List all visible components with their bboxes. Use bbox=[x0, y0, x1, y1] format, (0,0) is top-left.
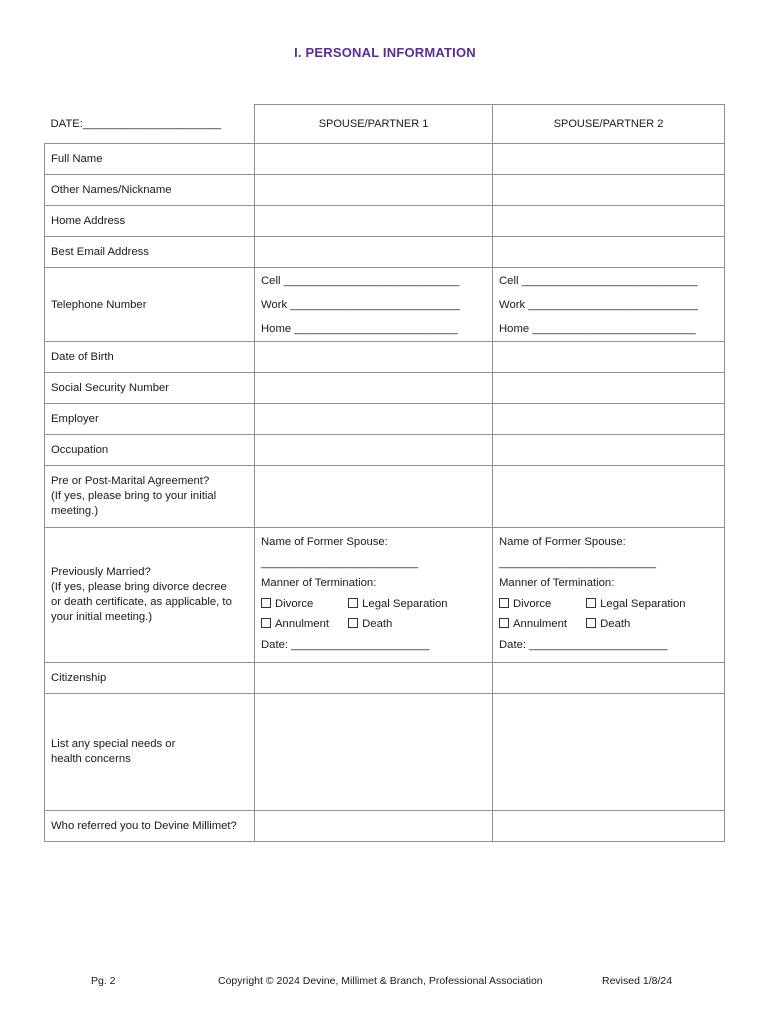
row-label-full-name: Full Name bbox=[45, 144, 255, 175]
telephone-spouse-2-cell bbox=[493, 268, 725, 342]
agreement-spouse-2-field[interactable] bbox=[493, 466, 725, 528]
table-row-home-address bbox=[45, 206, 725, 237]
row-label-special-needs bbox=[45, 694, 255, 811]
agreement-spouse-1-field[interactable] bbox=[255, 466, 493, 528]
annulment-checkbox[interactable]: Annulment bbox=[499, 614, 583, 634]
previously-married-spouse-1-cell bbox=[255, 528, 493, 663]
row-label-home-address: Home Address bbox=[45, 206, 255, 237]
row-label-ssn: Social Security Number bbox=[45, 373, 255, 404]
revised-date: Revised 1/8/24 bbox=[602, 975, 673, 987]
home-address-spouse-2-field[interactable] bbox=[493, 206, 725, 237]
table-row-telephone bbox=[45, 268, 725, 342]
agreement-note: (If yes, please bring to your initial bbox=[51, 490, 217, 502]
former-spouse-label: Name of Former Spouse: bbox=[499, 536, 626, 548]
other-names-spouse-2-field[interactable] bbox=[493, 175, 725, 206]
referred-spouse-1-field[interactable] bbox=[255, 811, 493, 842]
row-label-referred: Who referred you to Devine Millimet? bbox=[45, 811, 255, 842]
employer-spouse-2-field[interactable] bbox=[493, 404, 725, 435]
table-row-citizenship bbox=[45, 663, 725, 694]
full-name-spouse-1-field[interactable] bbox=[255, 144, 493, 175]
telephone-spouse-1-cell bbox=[255, 268, 493, 342]
special-needs-label-cont: health concerns bbox=[51, 753, 131, 765]
checkbox-icon bbox=[499, 598, 509, 608]
checkbox-icon bbox=[348, 598, 358, 608]
other-names-spouse-1-field[interactable] bbox=[255, 175, 493, 206]
table-row-special-needs bbox=[45, 694, 725, 811]
checkbox-icon bbox=[261, 598, 271, 608]
married-note-2: or death certificate, as applicable, to bbox=[51, 596, 232, 608]
divorce-checkbox[interactable]: Divorce bbox=[261, 594, 345, 614]
former-spouse-1-field[interactable]: _________________________ bbox=[261, 556, 419, 569]
special-needs-label: List any special needs or bbox=[51, 738, 176, 750]
termination-date-2-field[interactable]: Date: ______________________ bbox=[499, 638, 668, 651]
referred-spouse-2-field[interactable] bbox=[493, 811, 725, 842]
legal-separation-checkbox[interactable]: Legal Separation bbox=[586, 594, 685, 614]
checkbox-icon bbox=[261, 618, 271, 628]
citizenship-spouse-1-field[interactable] bbox=[255, 663, 493, 694]
married-note-3: your initial meeting.) bbox=[51, 611, 153, 623]
previously-married-spouse-2-cell bbox=[493, 528, 725, 663]
table-row-ssn bbox=[45, 373, 725, 404]
occupation-spouse-1-field[interactable] bbox=[255, 435, 493, 466]
row-label-other-names: Other Names/Nickname bbox=[45, 175, 255, 206]
table-row-full-name bbox=[45, 144, 725, 175]
married-note-1: (If yes, please bring divorce decree bbox=[51, 581, 227, 593]
table-row-previously-married bbox=[45, 528, 725, 663]
divorce-checkbox[interactable]: Divorce bbox=[499, 594, 583, 614]
death-checkbox[interactable]: Death bbox=[586, 614, 630, 634]
checkbox-icon bbox=[586, 598, 596, 608]
row-label-telephone: Telephone Number bbox=[45, 268, 255, 342]
header-row bbox=[45, 105, 725, 144]
table-row-other-names bbox=[45, 175, 725, 206]
termination-label: Manner of Termination: bbox=[499, 577, 615, 589]
checkbox-icon bbox=[348, 618, 358, 628]
employer-spouse-1-field[interactable] bbox=[255, 404, 493, 435]
table-row-email bbox=[45, 237, 725, 268]
checkbox-icon bbox=[499, 618, 509, 628]
annulment-checkbox[interactable]: Annulment bbox=[261, 614, 345, 634]
column-header-spouse-1: SPOUSE/PARTNER 1 bbox=[255, 105, 493, 144]
ssn-spouse-1-field[interactable] bbox=[255, 373, 493, 404]
termination-label: Manner of Termination: bbox=[261, 577, 377, 589]
table-row-dob bbox=[45, 342, 725, 373]
table-row-agreement bbox=[45, 466, 725, 528]
work-phone-spouse-1-field[interactable]: Work ___________________________ bbox=[261, 298, 460, 311]
special-needs-spouse-2-field[interactable] bbox=[493, 694, 725, 811]
row-label-citizenship: Citizenship bbox=[45, 663, 255, 694]
cell-phone-spouse-2-field[interactable]: Cell ____________________________ bbox=[499, 274, 698, 287]
home-phone-spouse-1-field[interactable]: Home __________________________ bbox=[261, 322, 458, 335]
former-spouse-2-field[interactable]: _________________________ bbox=[499, 556, 657, 569]
email-spouse-2-field[interactable] bbox=[493, 237, 725, 268]
checkbox-icon bbox=[586, 618, 596, 628]
citizenship-spouse-2-field[interactable] bbox=[493, 663, 725, 694]
table-row-employer bbox=[45, 404, 725, 435]
column-header-spouse-2: SPOUSE/PARTNER 2 bbox=[493, 105, 725, 144]
dob-spouse-1-field[interactable] bbox=[255, 342, 493, 373]
married-question: Previously Married? bbox=[51, 566, 151, 578]
full-name-spouse-2-field[interactable] bbox=[493, 144, 725, 175]
agreement-question: Pre or Post-Marital Agreement? bbox=[51, 475, 210, 487]
table-row-occupation bbox=[45, 435, 725, 466]
date-field[interactable]: DATE:______________________ bbox=[45, 105, 255, 144]
row-label-occupation: Occupation bbox=[45, 435, 255, 466]
page-title: I. PERSONAL INFORMATION bbox=[294, 45, 476, 60]
ssn-spouse-2-field[interactable] bbox=[493, 373, 725, 404]
termination-date-1-field[interactable]: Date: ______________________ bbox=[261, 638, 430, 651]
former-spouse-label: Name of Former Spouse: bbox=[261, 536, 388, 548]
copyright-notice: Copyright © 2024 Devine, Millimet & Branch, Professional Association bbox=[218, 975, 543, 987]
row-label-email: Best Email Address bbox=[45, 237, 255, 268]
row-label-dob: Date of Birth bbox=[45, 342, 255, 373]
personal-info-table bbox=[44, 104, 725, 842]
death-checkbox[interactable]: Death bbox=[348, 614, 392, 634]
agreement-note-cont: meeting.) bbox=[51, 505, 99, 517]
occupation-spouse-2-field[interactable] bbox=[493, 435, 725, 466]
home-address-spouse-1-field[interactable] bbox=[255, 206, 493, 237]
legal-separation-checkbox[interactable]: Legal Separation bbox=[348, 594, 447, 614]
email-spouse-1-field[interactable] bbox=[255, 237, 493, 268]
dob-spouse-2-field[interactable] bbox=[493, 342, 725, 373]
work-phone-spouse-2-field[interactable]: Work ___________________________ bbox=[499, 298, 698, 311]
row-label-previously-married bbox=[45, 528, 255, 663]
special-needs-spouse-1-field[interactable] bbox=[255, 694, 493, 811]
row-label-agreement bbox=[45, 466, 255, 528]
table-row-referred bbox=[45, 811, 725, 842]
page-number: Pg. 2 bbox=[91, 975, 116, 987]
home-phone-spouse-2-field[interactable]: Home __________________________ bbox=[499, 322, 696, 335]
row-label-employer: Employer bbox=[45, 404, 255, 435]
cell-phone-spouse-1-field[interactable]: Cell ____________________________ bbox=[261, 274, 460, 287]
